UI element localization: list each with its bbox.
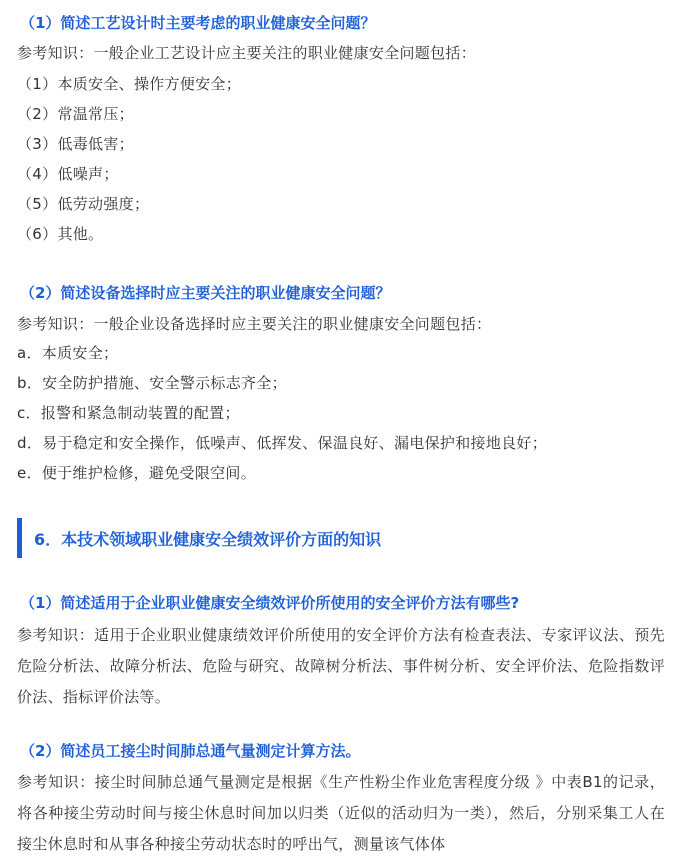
question-title: （1）简述适用于企业职业健康安全绩效评价所使用的安全评价方法有哪些? <box>20 594 520 612</box>
section-heading <box>17 518 665 558</box>
answer-intro: 参考知识：一般企业工艺设计应主要关注的职业健康安全问题包括： <box>17 44 477 62</box>
list-item: （6）其他。 <box>17 225 104 243</box>
list-item: b．安全防护措施、安全警示标志齐全； <box>17 374 287 392</box>
list-item: （1）本质安全、操作方便安全； <box>17 75 242 93</box>
section-accent-bar <box>17 518 22 558</box>
list-item: （2）常温常压； <box>17 105 134 123</box>
list-item: （5）低劳动强度； <box>17 195 150 213</box>
list-item: c．报警和紧急制动装置的配置； <box>17 404 240 422</box>
list-item: （3）低毒低害； <box>17 135 134 153</box>
answer-paragraph: 参考知识：适用于企业职业健康绩效评价所使用的安全评价方法有检查表法、专家评议法、预先危险分析法、故障分析法、危险与研究、故障树分析法、事件树分析、安全评价法、危险指数评价法、指标评价法等。 <box>17 626 665 706</box>
question-title: （2）简述员工接尘时间肺总通气量测定计算方法。 <box>20 742 361 760</box>
answer-intro: 参考知识：一般企业设备选择时应主要关注的职业健康安全问题包括： <box>17 315 492 333</box>
section-title: 6．本技术领域职业健康安全绩效评价方面的知识 <box>34 529 382 549</box>
question-title: （2）简述设备选择时应主要关注的职业健康安全问题？ <box>20 284 391 302</box>
list-item: （4）低噪声； <box>17 165 119 183</box>
question-title: （1）简述工艺设计时主要考虑的职业健康安全问题？ <box>20 14 376 32</box>
list-item: e．便于维护检修，避免受限空间。 <box>17 464 257 482</box>
answer-paragraph: 参考知识：接尘时间肺总通气量测定是根据《生产性粉尘作业危害程度分级 》中表B1的记录，将各种接尘劳动时间与接尘休息时间加以归类（近似的活动归为一类），然后，分别采集工人在接尘休息时和从事各种接尘劳动状态时的呼出气，测量该气体体 <box>17 773 665 853</box>
list-item: a．本质安全； <box>17 344 119 362</box>
list-item: d．易于稳定和安全操作，低噪声、低挥发、保温良好、漏电保护和接地良好； <box>17 434 548 452</box>
